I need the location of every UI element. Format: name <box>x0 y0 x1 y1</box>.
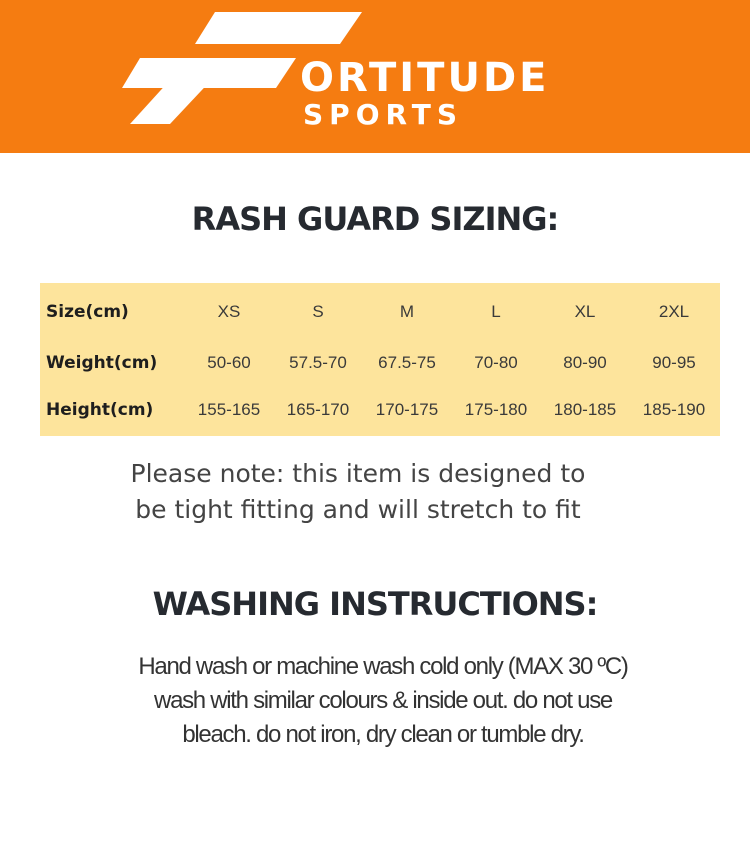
row-header: Height(cm) <box>46 400 154 420</box>
washing-line: Hand wash or machine wash cold only (MAX 30 ºC) <box>138 653 628 680</box>
table-cell: 2XL <box>658 302 690 321</box>
size-row <box>40 292 720 332</box>
table-cell: 175-180 <box>464 400 528 419</box>
table-cell: 170-175 <box>375 400 439 419</box>
logo-word-sub: SPORTS <box>303 98 464 131</box>
fit-note-line: be tight fitting and will stretch to fit <box>135 495 581 524</box>
table-cell: 57.5-70 <box>289 353 347 372</box>
table-cell: 70-80 <box>474 353 518 372</box>
table-cell: 80-90 <box>563 353 607 372</box>
washing-title: WASHING INSTRUCTIONS: <box>152 585 598 623</box>
table-cell: S <box>312 302 324 321</box>
fit-note-line: Please note: this item is designed to <box>130 459 586 488</box>
table-cell: 180-185 <box>553 400 617 419</box>
table-cell: L <box>491 302 501 321</box>
table-cell: XL <box>574 302 596 321</box>
table-cell: 90-95 <box>652 353 696 372</box>
table-cell: 185-190 <box>642 400 706 419</box>
washing-line: wash with similar colours & inside out. do not use <box>154 687 612 714</box>
fit-note <box>0 456 716 528</box>
washing-line: bleach. do not iron, dry clean or tumble dry. <box>182 721 584 748</box>
weight-row <box>40 343 720 383</box>
sizing-table <box>40 283 720 436</box>
height-row <box>40 390 720 430</box>
brand-header <box>0 0 750 153</box>
logo-word-main: ORTITUDE <box>300 55 550 101</box>
washing-instructions <box>0 650 750 752</box>
table-cell: XS <box>217 302 241 321</box>
table-cell: 67.5-75 <box>378 353 436 372</box>
row-header: Size(cm) <box>46 302 129 322</box>
table-cell: 165-170 <box>286 400 350 419</box>
row-header: Weight(cm) <box>46 353 158 373</box>
brand-logo <box>0 0 750 153</box>
table-cell: 155-165 <box>197 400 261 419</box>
table-cell: 50-60 <box>207 353 251 372</box>
sizing-title: RASH GUARD SIZING: <box>191 200 559 238</box>
table-cell: M <box>399 302 415 321</box>
